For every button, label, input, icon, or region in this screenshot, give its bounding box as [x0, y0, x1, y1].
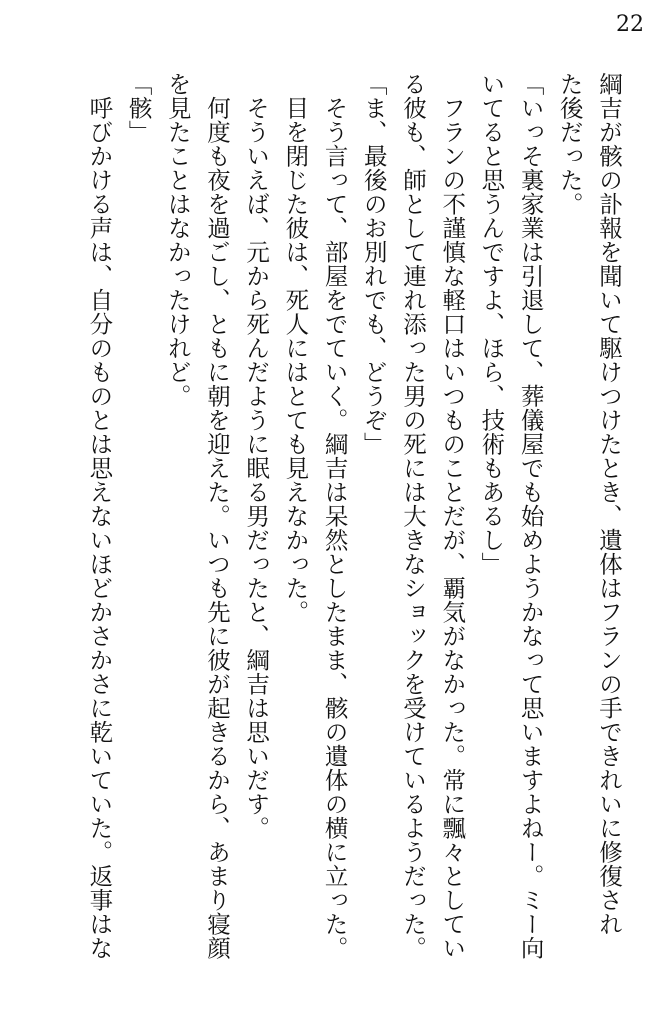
text-line: 綱吉が骸の訃報を聞いて駆けつけたとき、遺体はフランの手できれいに修復され — [595, 72, 623, 936]
text-line: る彼も、師として連れ添った男の死には大きなショックを受けているようだった。 — [398, 72, 427, 960]
text-line: そう言って、部屋をでていく。綱吉は呆然としたまま、骸の遺体の横に立った。 — [320, 72, 349, 960]
text-line: 「いっそ裏家業は引退して、葬儀屋でも始めようかなって思いますよねー。ミー向 — [516, 72, 545, 960]
body-text — [79, 72, 628, 960]
text-line: いてると思うんですよ、ほら、技術もあるし」 — [477, 72, 506, 576]
text-line: そういえば、元から死んだように眠る男だったと、綱吉は思いだす。 — [242, 72, 271, 840]
text-line: を見たことはなかったけれど。 — [163, 72, 192, 408]
text-line: 何度も夜を過ごし、ともに朝を迎えた。いつも先に彼が起きるから、あまり寝顔 — [202, 72, 231, 960]
text-line: 「骸」 — [124, 72, 153, 144]
page-number: 22 — [616, 12, 644, 37]
text-line: フランの不謹慎な軽口はいつものことだが、覇気がなかった。常に飄々としてい — [438, 72, 467, 960]
text-line: た後だった。 — [555, 72, 584, 216]
text-line: 「ま、最後のお別れでも、どうぞ」 — [359, 72, 388, 456]
text-line: 目を閉じた彼は、死人にはとても見えなかった。 — [281, 72, 310, 624]
text-line: 呼びかける声は、自分のものとは思えないほどかさかさに乾いていた。返事はな — [85, 72, 114, 960]
